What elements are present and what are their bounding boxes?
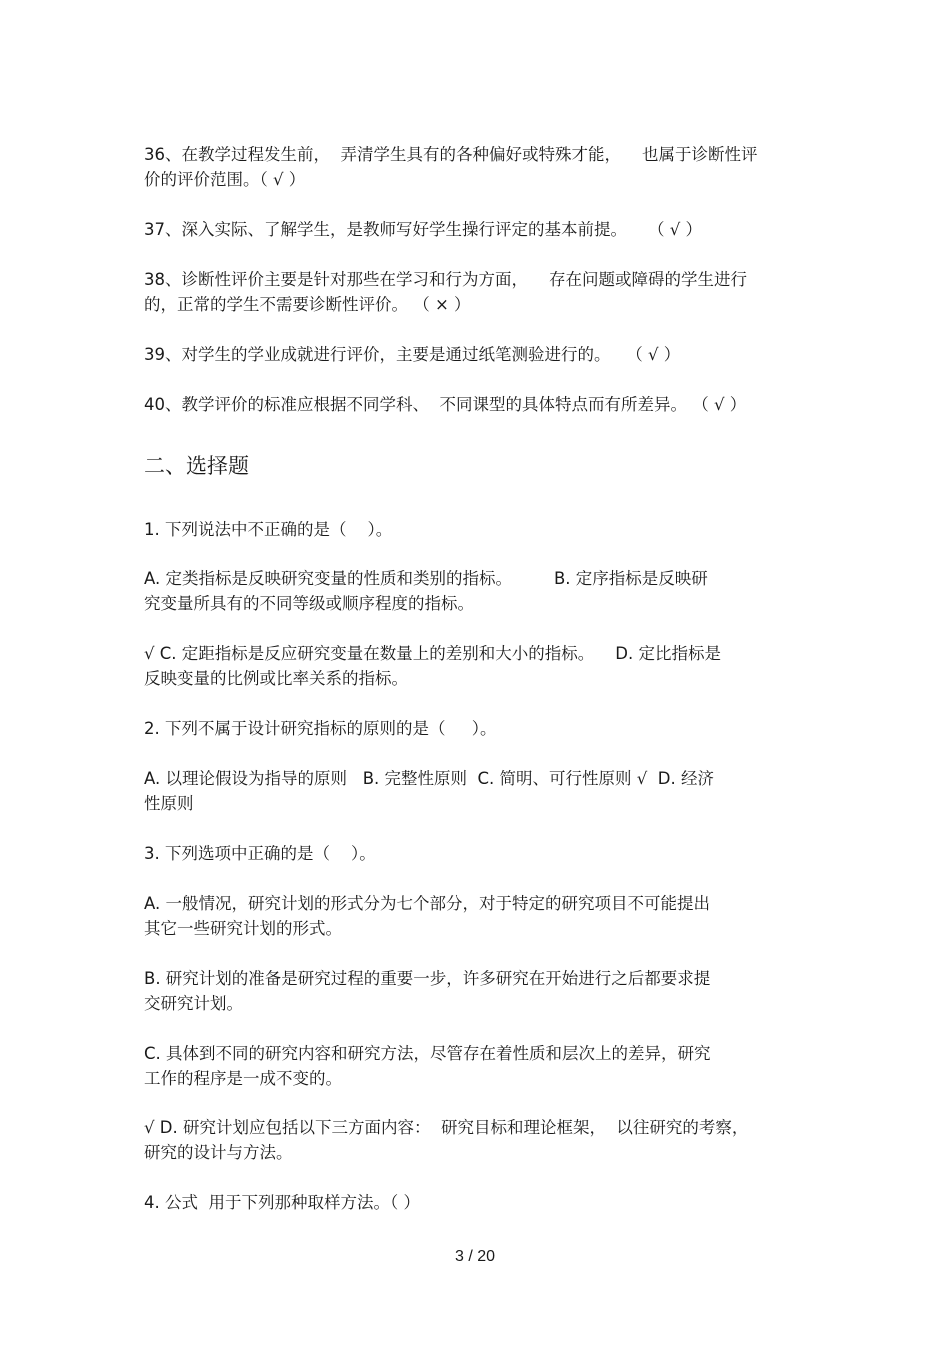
mc-question-1: 1. 下列说法中不正确的是（ ）。 <box>144 520 393 539</box>
mc-question-4: 4. 公式 用于下列那种取样方法。（ ） <box>144 1193 420 1212</box>
mc-option-3a: A. 一般情况，研究计划的形式分为七个部分，对于特定的研究项目不可能提出 其它一些研究计划的形式。 <box>144 894 710 938</box>
mc-option-3b: B. 研究计划的准备是研究过程的重要一步，许多研究在开始进行之后都要求提 交研究计划。 <box>144 969 711 1013</box>
mc-option-3d: √ D. 研究计划应包括以下三方面内容： 研究目标和理论框架， 以往研究的考察， 研究的设计与方法。 <box>144 1118 749 1162</box>
tf-item-36: 36、在教学过程发生前， 弄清学生具有的各种偏好或特殊才能， 也属于诊断性评 价的评价范围。（ √ ） <box>144 145 758 189</box>
tf-item-39: 39、对学生的学业成就进行评价，主要是通过纸笔测验进行的。 （ √ ） <box>144 345 681 364</box>
tf-item-38: 38、诊断性评价主要是针对那些在学习和行为方面， 存在问题或障碍的学生进行 的，正常的学生不需要诊断性评价。 （ × ） <box>144 270 747 314</box>
mc-question-2: 2. 下列不属于设计研究指标的原则的是（ ）。 <box>144 719 497 738</box>
tf-item-40: 40、教学评价的标准应根据不同学科、 不同课型的具体特点而有所差异。 （ √ ） <box>144 395 747 414</box>
mc-question-3: 3. 下列选项中正确的是（ ）。 <box>144 844 376 863</box>
page-number: 3 / 20 <box>454 1248 496 1265</box>
mc-options-1a: A. 定类指标是反映研究变量的性质和类别的指标。 B. 定序指标是反映研 究变量所具有的不同等级或顺序程度的指标。 <box>144 569 708 613</box>
mc-options-1b: √ C. 定距指标是反应研究变量在数量上的差别和大小的指标。 D. 定比指标是 反映变量的比例或比率关系的指标。 <box>144 644 721 688</box>
mc-options-2: A. 以理论假设为指导的原则 B. 完整性原则 C. 简明、可行性原则 √ D. 经济 性原则 <box>144 769 714 813</box>
section-title: 二、选择题 <box>144 454 249 478</box>
tf-item-37: 37、深入实际、了解学生，是教师写好学生操行评定的基本前提。 （ √ ） <box>144 220 702 239</box>
mc-option-3c: C. 具体到不同的研究内容和研究方法，尽管存在着性质和层次上的差异，研究 工作的程序是一成不变的。 <box>144 1044 711 1088</box>
